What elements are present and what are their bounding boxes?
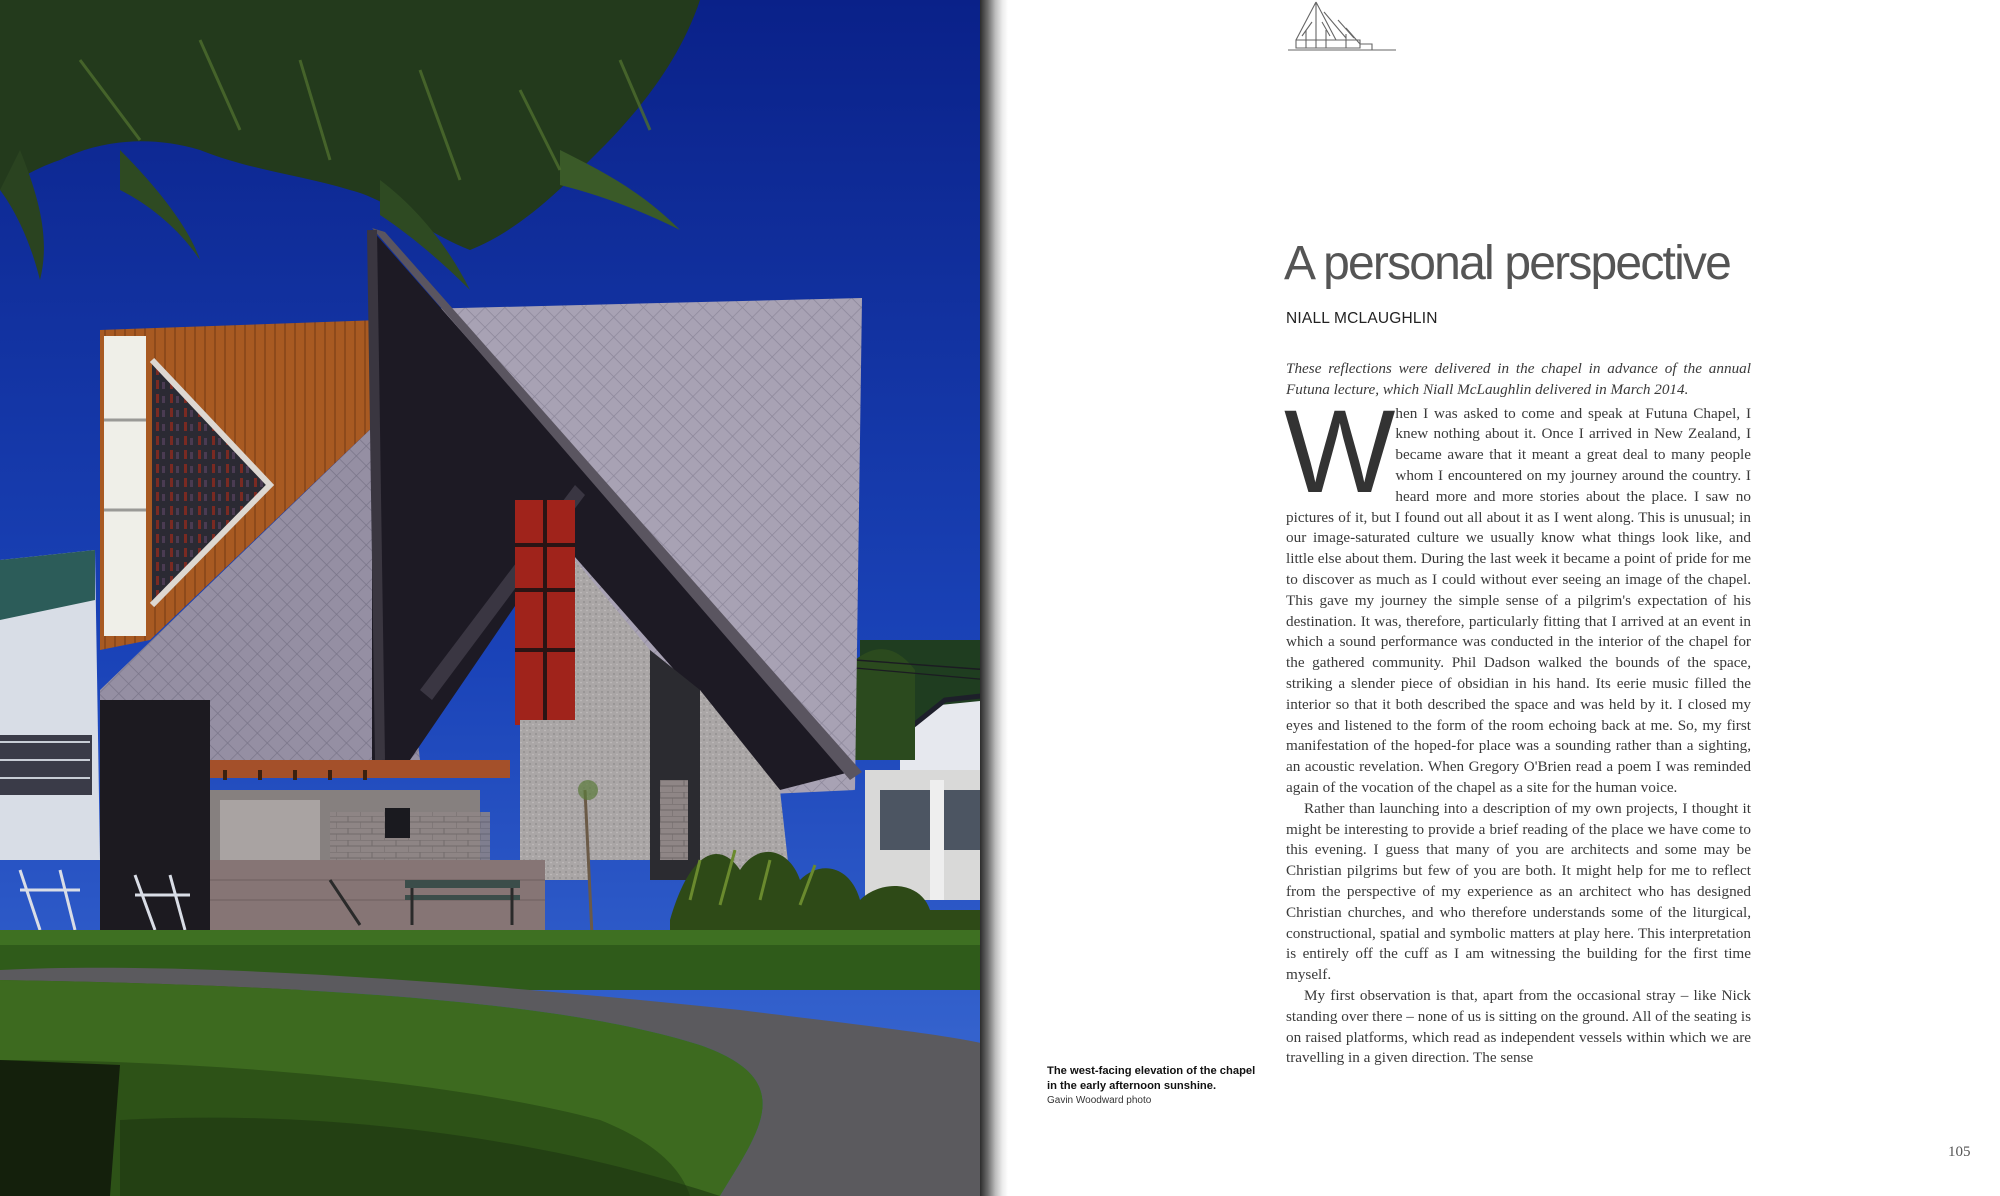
article-title: A personal perspective (1284, 237, 1731, 290)
article-body (1286, 359, 1751, 1069)
photo-credit: Gavin Woodward photo (1047, 1095, 1152, 1106)
article-paragraph-2: Rather than launching into a description of my own projects, I thought it might be interesting to provide a brief reading of the place we have come to this evening. I guess that many of you are architects and some may be Christian pilgrims but few of you are both. It might help for me to reflect from the perspective of my experience as an architect who has designed Christian churches, and who therefore understands some of the liturgical, constructional, spatial and symbolic matters at play here. This interpretation is entirely off the cuff as I am witnessing the building for the first time myself. (1286, 799, 1751, 984)
paragraph-text: hen I was asked to come and speak at Futuna Chapel, I knew nothing about it. Once I arrived in New Zealand, I became aware that it meant a great deal to many people whom I encountered on my journey around the country. I heard more and more stories about the place. I saw no pictures of it, but I found out all about it as I went along. This is unusual; in our image-saturated culture we usually know what things look like, and little else about them. During the last week it became a point of pride for me to discover as much as I could without ever seeing an image of the chapel. This gave my journey the simple sense of a pilgrim's expectation of his destination. It was, therefore, particularly fitting that I arrived at an event in which a sound performance was conducted in the interior of the chapel for the gathered community. Phil Dadson walked the bounds of the space, striking a slender piece of obsidian in his hand. Its eerie music filled the interior so that it both described the space and was held by it. I closed my eyes and listened to the form of the room echoing back at me. So, my first manifestation of the hoped-for place was a sounding rather than a sighting, an acoustic revelation. When Gregory O'Brien read a poem I was reminded again of the vocation of the chapel as a site for the human voice. (1286, 404, 1751, 796)
article-intro: These reflections were delivered in the chapel in advance of the annual Futuna lecture, which Niall McLaughlin delivered in March 2014. (1286, 360, 1751, 398)
photo-caption (1047, 1064, 1267, 1106)
caption-text: The west-facing elevation of the chapel in the early afternoon sunshine. (1047, 1065, 1256, 1092)
chapel-illustration (0, 0, 990, 1196)
chapel-photograph (0, 0, 990, 1196)
chapel-sketch-icon (1286, 0, 1398, 54)
page-gutter (980, 0, 1008, 1196)
page-number: 105 (1948, 1144, 1971, 1160)
article-paragraph-3: My first observation is that, apart from the occasional stray – like Nick standing over there – none of us is sitting on the ground. All of the seating is on raised platforms, which read as independent vessels within which we are travelling in a given direction. The sense (1286, 986, 1751, 1067)
article-paragraph-1 (1284, 385, 1751, 799)
drop-cap: W (1284, 385, 1390, 518)
article-author: NIALL MCLAUGHLIN (1286, 310, 1438, 327)
